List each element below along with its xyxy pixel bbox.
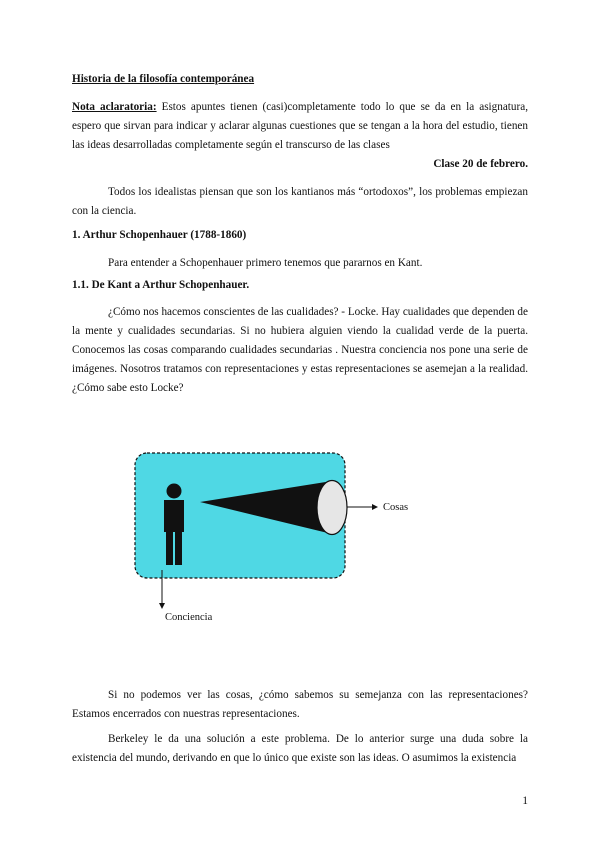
arrow-down-head	[159, 603, 165, 609]
note-text: Estos apuntes tienen (casi)completamente todo lo que se da en la asignatura, espero que sirvan para indicar y aclarar algunas cuestiones que se tengan a la hora del estudio, tienen las ideas desarrolladas completamente según el transcurso de las clases	[72, 101, 529, 151]
paragraph-text: Berkeley le da una solución a este problema. De lo anterior surge una duda sobre la existencia del mundo, derivando en que lo único que existe son las ideas. O asumimos la existencia	[72, 733, 528, 764]
paragraph-text: ¿Cómo nos hacemos conscientes de las cualidades? - Locke. Hay cualidades que dependen de la mente y cualidades secundarias. Si no hubiera alguien viendo la cualidad verde de la puerta. Conocemos las cosas comparando cualidades secundarias . Nuestra conciencia nos pone una serie de imágenes. Nosotros tratamos con representaciones y estas representaciones se asemejan a la realidad. ¿Cómo sabe esto Locke?	[72, 306, 528, 394]
paragraph-berkeley	[72, 730, 528, 768]
paragraph-kant	[72, 254, 528, 273]
paragraph-text: Para entender a Schopenhauer primero tenemos que pararnos en Kant.	[108, 257, 423, 269]
paragraph-text: Si no podemos ver las cosas, ¿cómo sabemos su semejanza con las representaciones? Estamos encerrados con nuestras representaciones.	[72, 689, 528, 720]
document-title: Historia de la filosofía contemporánea	[72, 73, 255, 85]
label-conciencia: Conciencia	[165, 612, 213, 623]
note-label: Nota aclaratoria:	[72, 101, 157, 113]
paragraph-text: Todos los idealistas piensan que son los kantianos más “ortodoxos”, los problemas empiezan con la ciencia.	[72, 186, 528, 217]
paragraph-semejanza	[72, 686, 528, 724]
label-cosas: Cosas	[383, 502, 409, 513]
page-number: 1	[522, 795, 528, 807]
class-date: Clase 20 de febrero.	[433, 158, 528, 170]
paragraph-idealists	[72, 183, 528, 221]
note-paragraph	[72, 98, 528, 155]
arrow-right-head	[372, 504, 378, 510]
subsection-heading: 1.1. De Kant a Arthur Schopenhauer.	[72, 279, 250, 291]
object-ellipse	[317, 481, 347, 535]
perception-diagram	[120, 440, 440, 625]
paragraph-locke	[72, 303, 528, 398]
section-heading-schopenhauer: 1. Arthur Schopenhauer (1788-1860)	[72, 229, 247, 241]
